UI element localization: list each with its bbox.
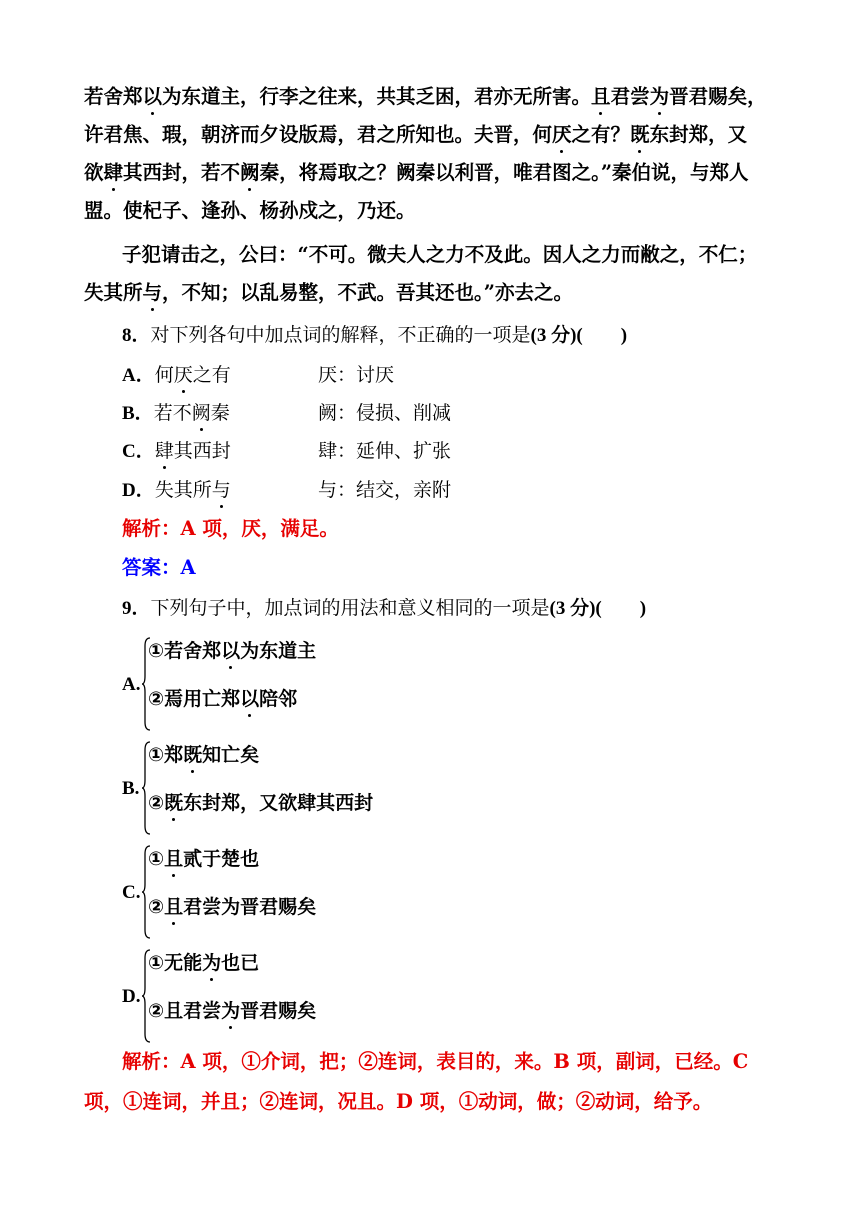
option-item-1: ①若舍郑以为东道主 bbox=[148, 636, 316, 666]
option-letter: A. bbox=[122, 674, 141, 695]
question-9-stem bbox=[122, 593, 646, 624]
option-item-1: ①郑既知亡矣 bbox=[148, 740, 259, 770]
option-gloss: 肆：延伸、扩张 bbox=[318, 440, 452, 462]
q9-analysis-line-1 bbox=[122, 1047, 748, 1077]
option-item-2: ②且君尝为晋君赐矣 bbox=[148, 892, 316, 922]
option-letter: B． bbox=[122, 403, 154, 424]
option-text: 若不 bbox=[153, 402, 192, 424]
answer-text: A bbox=[180, 556, 196, 579]
q8-option-d bbox=[122, 475, 451, 506]
q8-answer bbox=[122, 553, 196, 583]
q9-option-a bbox=[122, 636, 522, 732]
option-letter: D． bbox=[122, 480, 155, 501]
question-8-stem bbox=[122, 320, 627, 351]
option-letter: C． bbox=[122, 441, 155, 462]
q8-analysis bbox=[122, 514, 339, 544]
option-item-2: ②既东封郑，又欲肆其西封 bbox=[148, 788, 373, 818]
option-text: 其西封 bbox=[173, 440, 231, 462]
question-score: (3 分)( ) bbox=[549, 598, 647, 619]
option-gloss: 厌：讨厌 bbox=[318, 364, 395, 386]
question-text: 对下列各句中加点词的解释，不正确的一项是 bbox=[150, 324, 531, 346]
dotted-word: 与 bbox=[212, 475, 231, 505]
question-number: 9． bbox=[122, 598, 151, 619]
option-text: 失其所 bbox=[154, 479, 212, 501]
option-text: 之有 bbox=[192, 364, 231, 386]
passage-line: 许君焦、瑕，朝济而夕设版焉，君之所知也。夫晋，何厌之有？既东封郑，又 bbox=[84, 120, 747, 150]
passage-line: 盟。使杞子、逢孙、杨孙戍之，乃还。 bbox=[84, 199, 416, 222]
option-item-2: ②且君尝为晋君赐矣 bbox=[148, 996, 316, 1026]
analysis-text: A 项，①介词，把；②连词，表目的，来。B 项，副词，已经。C bbox=[180, 1050, 749, 1073]
q9-analysis-line-2: 项，①连词，并且；②连词，况且。D 项，①动词，做；②动词，给予。 bbox=[84, 1090, 713, 1113]
passage-line: 若舍郑以为东道主，行李之往来，共其乏困，君亦无所害。且君尝为晋君赐矣， bbox=[84, 82, 767, 112]
question-score: (3 分)( ) bbox=[530, 325, 628, 346]
option-item-1: ①无能为也已 bbox=[148, 948, 259, 978]
dotted-word: 肆 bbox=[155, 436, 174, 466]
option-letter: B. bbox=[122, 778, 140, 799]
passage-line: 欲肆其西封，若不阙秦，将焉取之？阙秦以利晋，唯君图之。”秦伯说，与郑人 bbox=[84, 158, 749, 188]
analysis-text: A 项，厌，满足。 bbox=[180, 517, 339, 540]
option-text: 秦 bbox=[210, 402, 230, 424]
q8-option-b bbox=[122, 398, 451, 429]
analysis-label: 解析： bbox=[122, 1050, 181, 1073]
dotted-word: 阙 bbox=[192, 398, 211, 428]
answer-label: 答案： bbox=[122, 556, 181, 579]
option-gloss: 阙：侵损、削减 bbox=[318, 402, 452, 424]
q9-option-b bbox=[122, 740, 522, 836]
q9-option-d bbox=[122, 948, 522, 1044]
q8-option-a bbox=[122, 360, 394, 391]
option-gloss: 与：结交，亲附 bbox=[318, 479, 452, 501]
question-text: 下列句子中，加点词的用法和意义相同的一项是 bbox=[150, 597, 550, 619]
dotted-word: 厌 bbox=[174, 360, 193, 390]
q9-option-c bbox=[122, 844, 522, 940]
option-item-2: ②焉用亡郑以陪邻 bbox=[148, 684, 297, 714]
passage-line: 子犯请击之，公曰：“不可。微夫人之力不及此。因人之力而敝之，不仁； bbox=[122, 243, 758, 266]
option-letter: D. bbox=[122, 986, 141, 1007]
passage-line: 失其所与，不知；以乱易整，不武。吾其还也。”亦去之。 bbox=[84, 278, 573, 308]
option-letter: A． bbox=[122, 365, 155, 386]
analysis-label: 解析： bbox=[122, 517, 181, 540]
option-text: 何 bbox=[154, 364, 174, 386]
option-letter: C. bbox=[122, 882, 141, 903]
question-number: 8． bbox=[122, 325, 151, 346]
q8-option-c bbox=[122, 436, 451, 467]
option-item-1: ①且贰于楚也 bbox=[148, 844, 259, 874]
